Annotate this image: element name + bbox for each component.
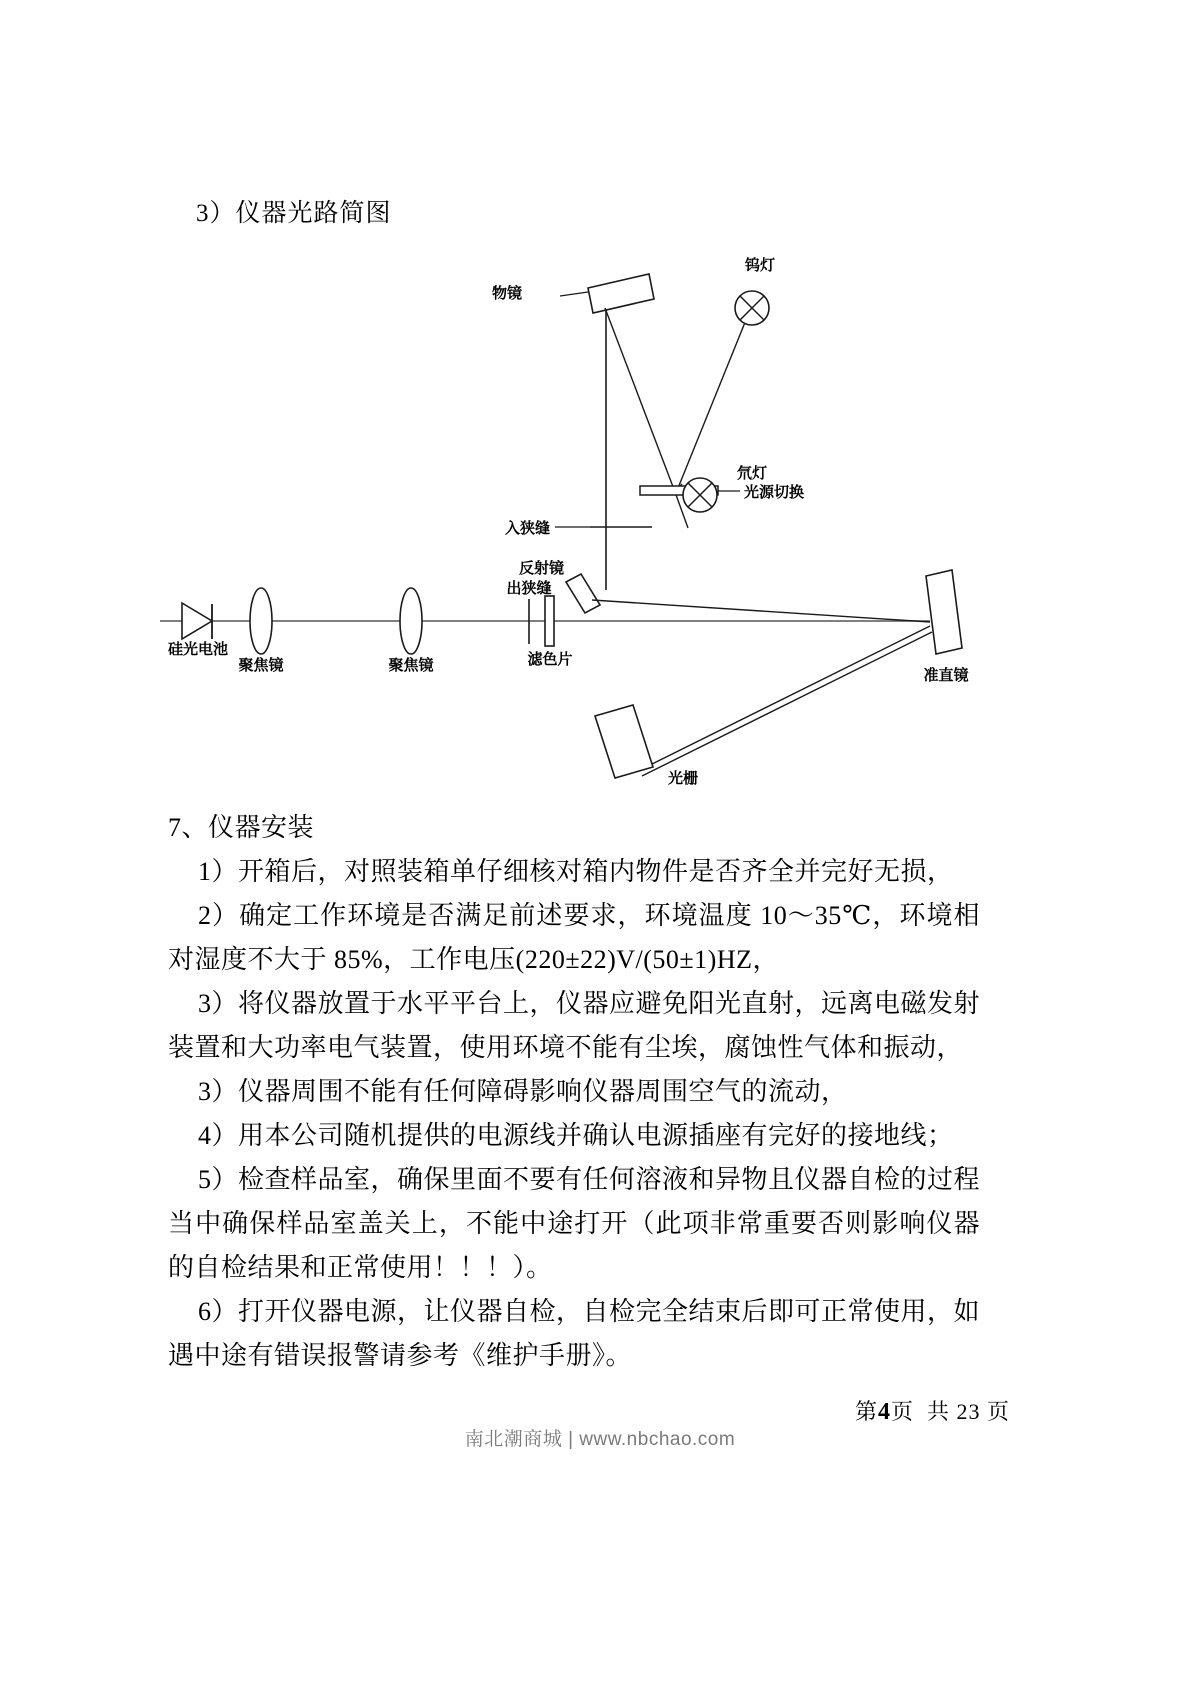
tungsten-lamp-shape bbox=[735, 291, 769, 325]
install-step-6: 6）打开仪器电源，让仪器自检，自检完全结束后即可正常使用，如遇中途有错误报警请参考《维护手册》。 bbox=[168, 1297, 981, 1370]
objective-mirror-shape bbox=[588, 274, 654, 313]
heading-optical-path-diagram: 3）仪器光路简图 bbox=[196, 200, 392, 227]
page-footer bbox=[0, 1395, 1200, 1426]
leader-objective bbox=[560, 292, 588, 296]
label-focus-lens-1: 聚焦镜 bbox=[238, 657, 284, 674]
deuterium-lamp-shape bbox=[683, 478, 717, 512]
label-silicon-photocell: 硅光电池 bbox=[167, 641, 229, 658]
label-filter: 滤色片 bbox=[527, 651, 573, 668]
label-collimator: 准直镜 bbox=[923, 667, 969, 684]
footer-page-middle: 页 bbox=[890, 1399, 914, 1424]
site-watermark: 南北潮商城 | www.nbchao.com bbox=[464, 1429, 736, 1450]
label-reflector: 反射镜 bbox=[518, 560, 564, 577]
section-title-installation: 7、仪器安装 bbox=[168, 813, 315, 842]
label-objective: 物镜 bbox=[491, 285, 522, 302]
install-step-4: 4）用本公司随机提供的电源线并确认电源插座有完好的接地线； bbox=[198, 1121, 954, 1150]
optical-path-diagram bbox=[140, 250, 1060, 810]
footer-page-prefix: 第 bbox=[854, 1399, 878, 1424]
label-exit-slit: 出狭缝 bbox=[506, 580, 552, 597]
beam-objective-to-switch bbox=[605, 308, 675, 492]
footer-page-total: 共 23 页 bbox=[926, 1399, 1010, 1424]
beam-collimator-to-grating-b bbox=[642, 632, 932, 776]
install-step-3: 3）将仪器放置于水平平台上，仪器应避免阳光直射，远离电磁发射装置和大功率电气装置，使用环境不能有尘埃，腐蚀性气体和振动， bbox=[168, 989, 981, 1062]
focus-lens-2-shape bbox=[400, 588, 422, 654]
install-step-1: 1）开箱后，对照装箱单仔细核对箱内物件是否齐全并完好无损， bbox=[198, 857, 954, 886]
label-focus-lens-2: 聚焦镜 bbox=[388, 657, 434, 674]
focus-lens-1-shape bbox=[250, 588, 272, 654]
collimator-mirror-shape bbox=[926, 570, 962, 654]
footer-page-number: 4 bbox=[877, 1399, 891, 1425]
silicon-photocell-shape bbox=[182, 603, 212, 639]
install-step-5: 5）检查样品室，确保里面不要有任何溶液和异物且仪器自检的过程当中确保样品室盖关上，不能中途打开（此项非常重要否则影响仪器的自检结果和正常使用！！！）。 bbox=[168, 1165, 981, 1282]
reflector-mirror-shape bbox=[566, 574, 600, 613]
filter-shape bbox=[545, 596, 554, 646]
label-deuterium-lamp: 氘灯 bbox=[737, 465, 768, 482]
label-entrance-slit: 入狭缝 bbox=[504, 520, 550, 537]
label-grating: 光栅 bbox=[668, 770, 699, 787]
label-source-switch: 光源切换 bbox=[744, 484, 805, 501]
install-step-3b: 3）仪器周围不能有任何障碍影响仪器周围空气的流动， bbox=[198, 1077, 848, 1106]
beam-collimator-to-grating-a bbox=[640, 626, 930, 770]
beam-reflector-to-collimator bbox=[592, 600, 930, 622]
install-step-2: 2）确定工作环境是否满足前述要求，环境温度 10～35℃，环境相对湿度不大于 85%，工作电压(220±22)V/(50±1)HZ， bbox=[168, 901, 980, 974]
label-tungsten-lamp: 钨灯 bbox=[745, 257, 776, 274]
grating-shape bbox=[595, 705, 653, 778]
installation-section bbox=[168, 806, 980, 1378]
